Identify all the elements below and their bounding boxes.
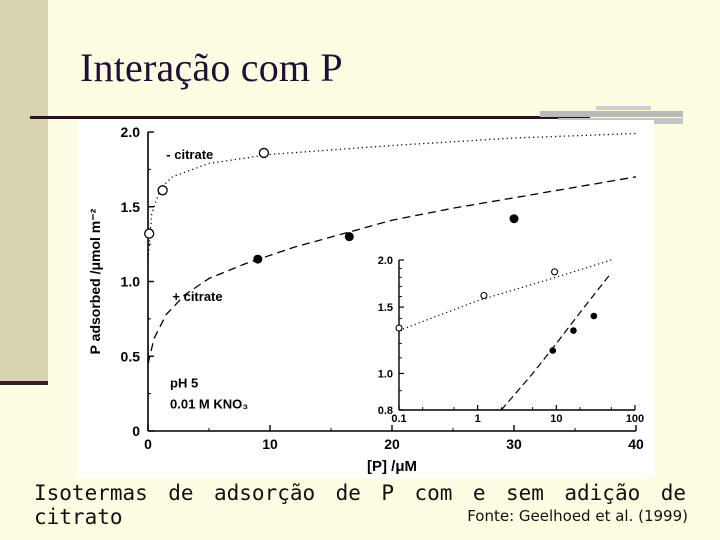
data-point-open [259, 148, 268, 157]
inset-y-tick-label: 1.5 [377, 302, 393, 315]
decorative-bar [540, 111, 683, 117]
fit-curve-plus-citrate [148, 177, 636, 364]
y-tick-label: 0.5 [120, 348, 140, 365]
data-point-filled [510, 214, 519, 223]
x-tick-label: 20 [384, 436, 400, 452]
x-tick-label: 0 [144, 436, 152, 452]
inset-data-point-open [481, 293, 487, 299]
x-tick-label: 40 [628, 436, 644, 452]
inset-x-tick-label: 0.1 [391, 413, 407, 425]
y-tick-label: 0 [132, 423, 140, 439]
data-point-open [145, 229, 154, 238]
inset-data-point-open [396, 325, 402, 331]
chart-figure [78, 120, 654, 478]
y-axis-label: P adsorbed /μmol m⁻² [87, 208, 103, 355]
x-tick-label: 30 [506, 436, 522, 452]
inset-data-point-filled [591, 313, 598, 320]
accent-bar [0, 0, 48, 385]
fit-curve-minus-citrate [148, 134, 636, 260]
y-tick-label: 1.5 [120, 198, 140, 215]
annotation-ph: pH 5 [170, 375, 199, 391]
inset-fit-curve-plus-citrate [501, 273, 611, 410]
annotation-electrolyte: 0.01 M KNO₃ [170, 396, 249, 412]
y-tick-label: 2.0 [120, 124, 140, 140]
decorative-bar [596, 106, 651, 110]
inset-x-tick-label: 1 [474, 413, 481, 425]
inset-data-point-filled [570, 327, 577, 334]
y-tick-label: 1.0 [120, 273, 140, 290]
data-point-filled [253, 255, 262, 264]
title-divider [30, 116, 590, 119]
inset-y-tick-label: 1.0 [377, 368, 393, 381]
series-label: + citrate [172, 288, 223, 304]
inset-plot [378, 255, 644, 425]
inset-data-point-filled [549, 347, 556, 354]
adsorption-chart [78, 120, 654, 478]
accent-bar-shadow [0, 381, 48, 385]
inset-x-tick-label: 10 [550, 413, 563, 425]
data-point-open [158, 186, 167, 195]
series-label: - citrate [166, 146, 214, 162]
x-axis-label: [P] /μM [366, 458, 418, 475]
inset-x-tick-label: 100 [625, 413, 645, 425]
inset-data-point-open [552, 269, 558, 275]
data-point-filled [345, 232, 354, 241]
inset-y-tick-label: 0.8 [377, 405, 393, 417]
slide-title: Interação com P [80, 45, 343, 90]
x-tick-label: 10 [262, 436, 278, 452]
source-citation: Fonte: Geelhoed et al. (1999) [467, 507, 688, 525]
caption-continued: citrato [34, 505, 123, 529]
inset-y-tick-label: 2.0 [377, 255, 393, 267]
caption: Isotermas de adsorção de P com e sem adição de [34, 481, 686, 505]
inset-fit-curve-minus-citrate [399, 260, 611, 331]
